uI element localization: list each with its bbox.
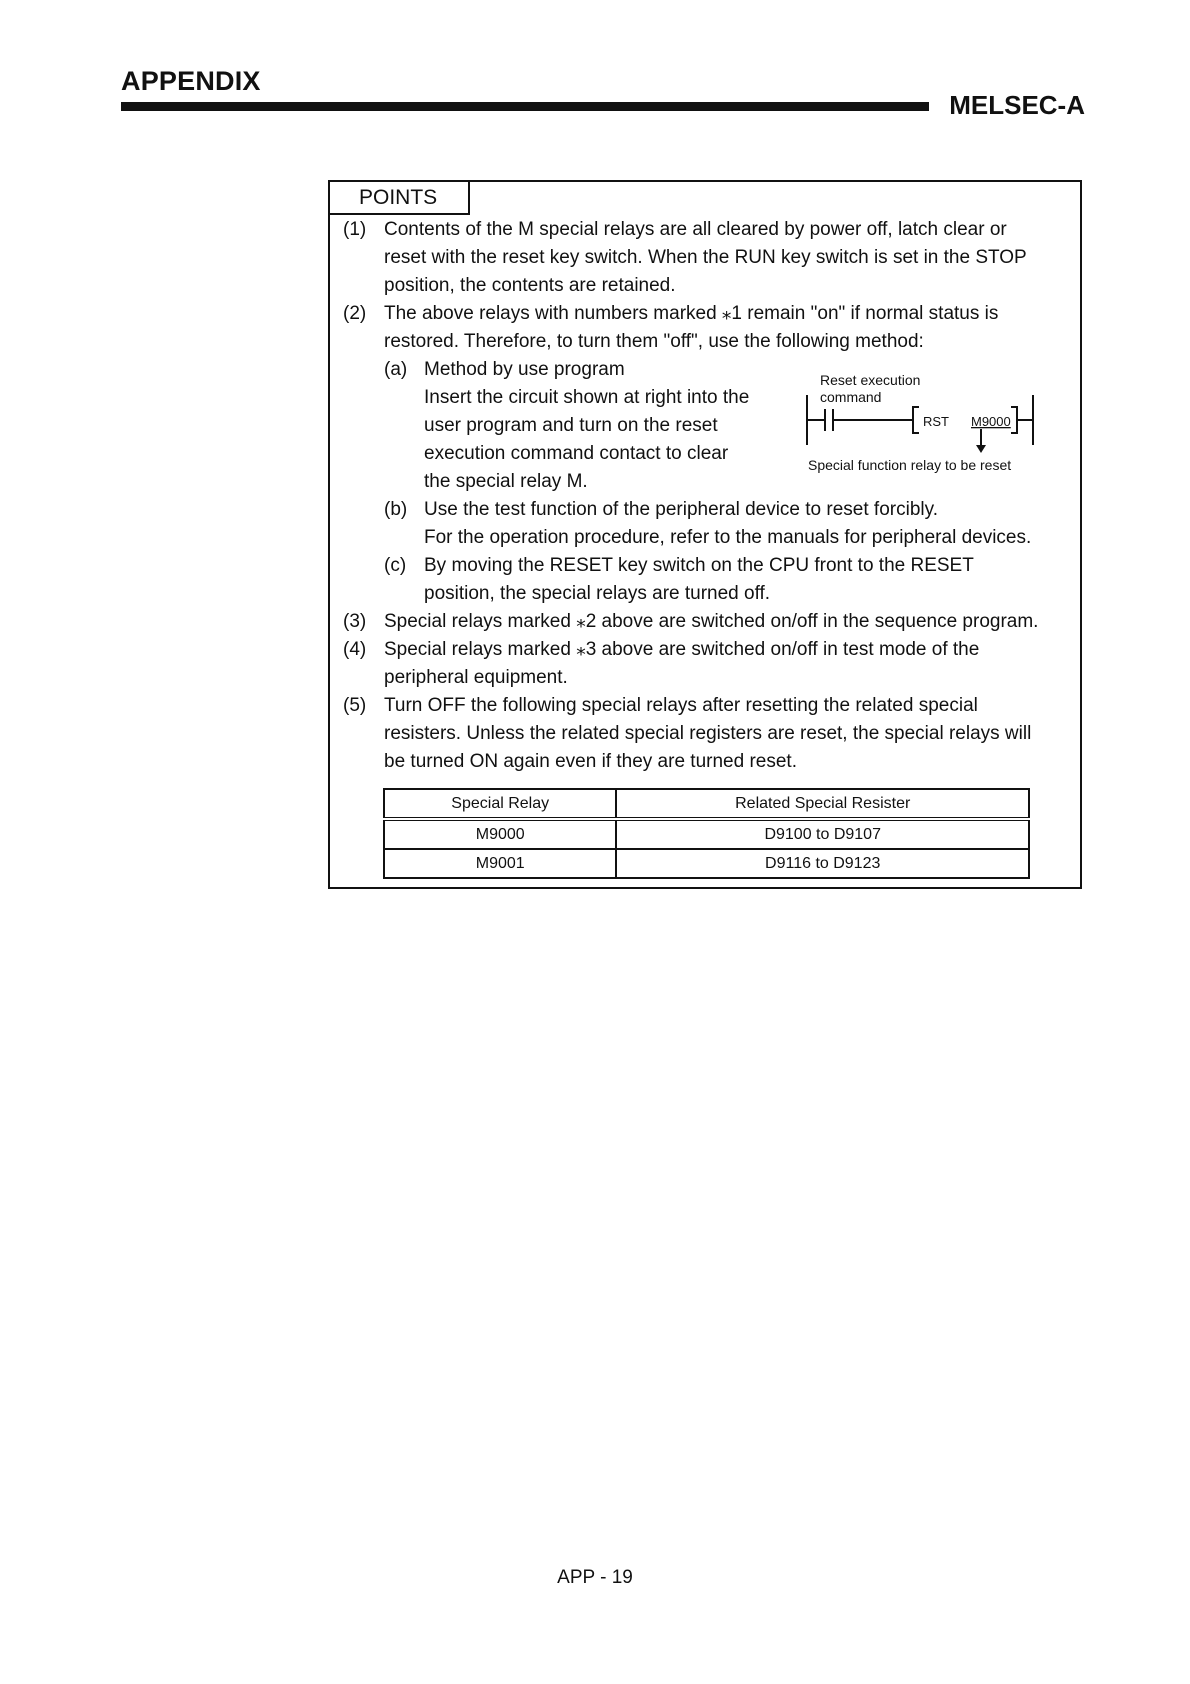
item5-line: be turned ON again even if they are turned reset. xyxy=(384,751,797,772)
subitem-b-line: For the operation procedure, refer to the manuals for peripheral devices. xyxy=(424,527,1032,548)
ladder-label-top: command xyxy=(820,389,882,405)
item1-line: Contents of the M special relays are all cleared by power off, latch clear or xyxy=(384,219,1007,240)
item5-line: Turn OFF the following special relays after resetting the related special xyxy=(384,695,978,716)
subitem-number: (c) xyxy=(384,555,407,576)
ladder-circuit-diagram xyxy=(805,395,1045,455)
subitem-c-line: By moving the RESET key switch on the CPU front to the RESET xyxy=(424,555,974,576)
ladder-device: M9000 xyxy=(971,414,1011,429)
item2-line: The above relays with numbers marked ⁎1 remain "on" if normal status is xyxy=(384,303,999,324)
subitem-a-line: Insert the circuit shown at right into the xyxy=(424,387,750,408)
item1-line: reset with the reset key switch. When the RUN key switch is set in the STOP xyxy=(384,247,1027,268)
ladder-instruction: RST xyxy=(923,414,949,429)
table-row xyxy=(384,849,1029,878)
item-number: (5) xyxy=(343,695,367,716)
item3-line: Special relays marked ⁎2 above are switched on/off in the sequence program. xyxy=(384,611,1039,632)
ladder-label-bottom: Special function relay to be reset xyxy=(808,457,1012,473)
table-cell: D9116 to D9123 xyxy=(616,849,1029,878)
item-number: (3) xyxy=(343,611,367,632)
item4-line: Special relays marked ⁎3 above are switched on/off in test mode of the xyxy=(384,639,980,660)
subitem-number: (b) xyxy=(384,499,408,520)
page-number: APP - 19 xyxy=(557,1567,633,1588)
item-number: (2) xyxy=(343,303,367,324)
table-cell: M9001 xyxy=(384,849,616,878)
item2-line: restored. Therefore, to turn them "off", use the following method: xyxy=(384,331,924,352)
table-row xyxy=(384,819,1029,849)
product-name: MELSEC-A xyxy=(949,90,1085,120)
item-number: (4) xyxy=(343,639,367,660)
table-header-cell: Special Relay xyxy=(384,789,616,819)
subitem-a-line: user program and turn on the reset xyxy=(424,415,718,436)
table-cell: M9000 xyxy=(384,819,616,849)
section-title: APPENDIX xyxy=(121,66,261,96)
subitem-c-line: position, the special relays are turned off. xyxy=(424,583,771,604)
points-tab: POINTS xyxy=(330,182,470,215)
table-cell: D9100 to D9107 xyxy=(616,819,1029,849)
table-header-cell: Related Special Resister xyxy=(616,789,1029,819)
ladder-label-top: Reset execution xyxy=(820,372,921,388)
item5-line: resisters. Unless the related special registers are reset, the special relays will xyxy=(384,723,1032,744)
item1-line: position, the contents are retained. xyxy=(384,275,676,296)
subitem-a-line: the special relay M. xyxy=(424,471,588,492)
header-rule xyxy=(121,102,929,111)
special-relay-table xyxy=(383,788,1030,879)
table-header-row xyxy=(384,789,1029,819)
subitem-a-line: execution command contact to clear xyxy=(424,443,729,464)
subitem-a-line: Method by use program xyxy=(424,359,625,380)
item-number: (1) xyxy=(343,219,367,240)
subitem-number: (a) xyxy=(384,359,408,380)
item4-line: peripheral equipment. xyxy=(384,667,568,688)
subitem-b-line: Use the test function of the peripheral device to reset forcibly. xyxy=(424,499,938,520)
